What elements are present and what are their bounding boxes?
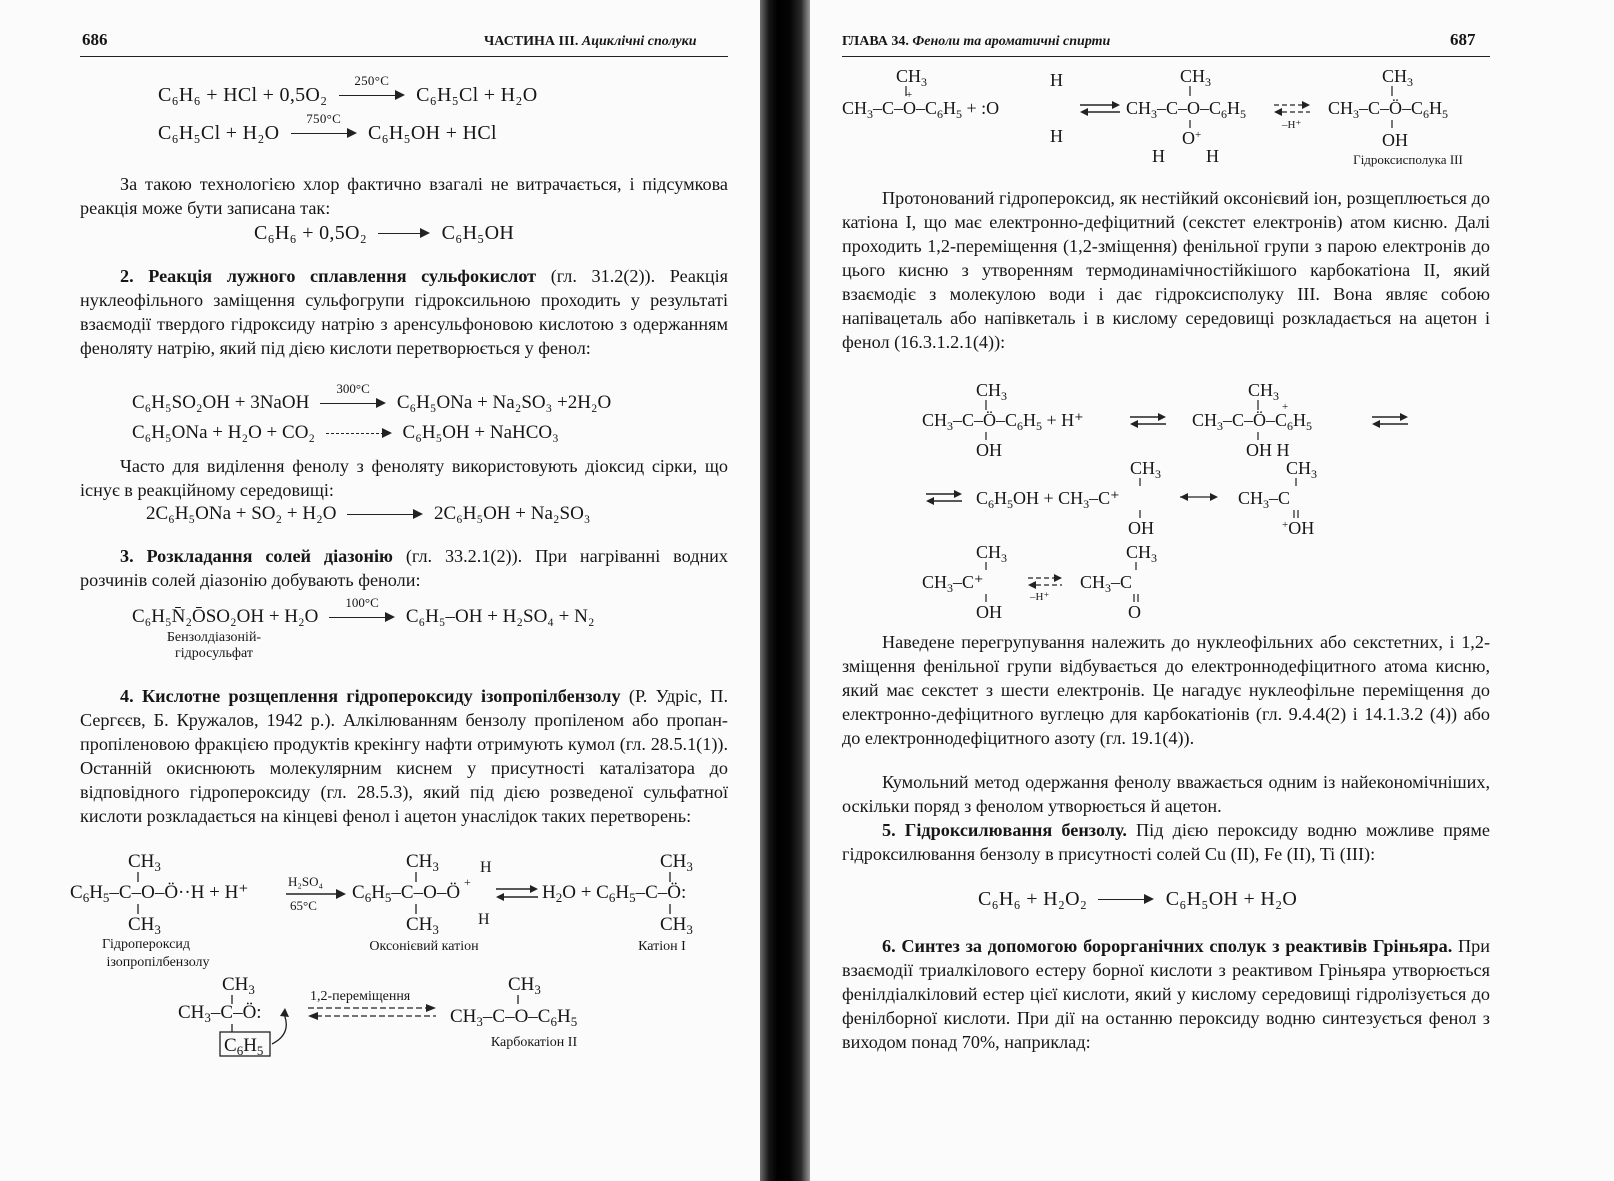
svg-text:H: H [1050,70,1063,90]
caption-line: Бензолдіазоній- [166,630,262,645]
section-3-title: 3. Розкладання солей діазонію [120,546,393,566]
svg-text:CH3: $CH_3$ [896,66,928,89]
eq1-rhs: C₆H₅Cl + H₂O [416,84,538,106]
equation-overall [254,222,514,245]
svg-text:CH3: $CH_3$ [222,974,255,997]
svg-text:CH3: $CH_3$ [1248,380,1280,403]
eq5-lhs: C₆H₅ONa + H₂O + CO₂ [132,422,316,443]
svg-text:H: H [1152,146,1165,166]
svg-text:CH3: $CH_3$ [976,542,1008,565]
caption-line: гідросульфат [175,646,253,661]
svg-text:C6H5OH + CH3–C⁺: $C_6H_5OH + CH_3-C^+$ [976,488,1120,511]
caption-cation-1: Катіон I [638,939,686,954]
svg-text:+OH: +OH [1282,518,1315,538]
svg-text:C6H5: $C_6H_5$ [224,1035,264,1058]
svg-text:CH3: $CH_3$ [976,380,1008,403]
section-6 [842,934,1490,1054]
svg-text:+: + [906,89,913,101]
section-3-text: (гл. 33.2.1(2)). При нагріванні водних розчинів солей діазонію добувають феноли: [80,546,729,590]
svg-text:H2O + C6H5–C–Ö:: $H_2O$ + $C_6H_5-C-Ö$: [542,882,687,905]
section-6-title: 6. Синтез за допомогою борорганічних сполук з реактивів Гріньяра. [882,936,1453,956]
svg-text:CH3–C–Ö:: $CH_3-C-Ö$: [178,1002,262,1025]
section-4-title: 4. Кислотне розщеплення гідропероксиду ізопропілбензолу [120,686,621,706]
svg-text:H: H [1206,146,1219,166]
eq4-lhs: C₆H₅SO₂OH + 3NaOH [132,392,310,413]
svg-text:CH3: $CH_3$ [660,851,693,874]
equation-alkali-fusion [132,380,612,414]
left-header-title: Ациклічні сполуки [581,34,697,49]
left-header-part: ЧАСТИНА III. [484,34,579,49]
section-4 [80,684,728,828]
svg-text:OH: OH [1382,130,1408,150]
svg-text:C6H5–C–O–Ö: $C_6H_5-C-O-Ö$ [352,882,461,905]
svg-text:CH3: $CH_3$ [128,914,161,937]
decomposition-scheme [920,378,1440,628]
scheme-condition-bottom: 65°C [290,898,317,913]
svg-text:OH: OH [976,440,1002,460]
eq7-condition: 100°C [345,594,379,610]
svg-text:OH: OH [976,602,1002,622]
section-3 [80,544,728,592]
scheme-migration-label: 1,2-переміщення [310,989,411,1004]
caption-hydroxy-3: Гідроксисполука III [1353,152,1463,167]
svg-text:CH3: $CH_3$ [406,914,439,937]
right-page [810,0,1614,1181]
reaction-arrow [1098,893,1154,907]
caption-carbocation-2: Карбокатіон II [490,1035,578,1050]
svg-text:OH H: OH H [1246,440,1290,460]
svg-text:CH3: $CH_3$ [1130,458,1162,481]
eq2-rhs: C₆H₅OH + HCl [368,122,497,144]
eq8-rhs: C₆H₅OH + H₂O [1165,888,1298,910]
svg-text:CH3: $CH_3$ [660,914,693,937]
cumene-rearrangement-scheme [64,848,736,1058]
eq1-condition: 250°C [354,73,390,89]
equation-hydroxylation [978,888,1297,911]
reaction-arrow [326,427,392,441]
eq4-rhs: C₆H₅ONa + Na₂SO₃ +2H₂O [396,392,612,413]
caption-benzenediazonium [148,630,280,662]
right-header-title: Феноли та ароматичні спирти [912,34,1111,49]
eq2-condition: 750°C [306,111,342,127]
right-header-rule [842,56,1490,57]
reaction-arrow [291,111,357,141]
svg-text:H: H [480,859,492,876]
paragraph-cumene: Кумольний метод одержання фенолу вважається одним із найекономічніших, оскільки поряд з фенолом утворюється й ацетон. [842,772,1490,816]
right-running-header [842,34,1110,50]
left-running-header [484,34,697,50]
right-header-chapter: ГЛАВА 34. [842,34,909,49]
eq3-lhs: C₆H₆ + 0,5O₂ [254,222,368,244]
svg-text:CH3: $CH_3$ [1180,66,1212,89]
svg-text:CH3: $CH_3$ [508,974,541,997]
left-page [0,0,760,1181]
svg-text:CH3–C–Ö–C6H5: $CH_3-C-Ö-C_6H_5$ [1192,410,1313,433]
eq8-lhs: C₆H₆ + H₂O₂ [978,888,1088,910]
section-2 [80,264,728,360]
svg-text:CH3–C–O–C6H5: $CH_3-C-O-C_6H_5$ [450,1006,578,1029]
svg-text:+: + [1282,401,1289,413]
svg-text:CH3–C: $CH_3-C$ [1238,488,1291,511]
svg-text:H: H [478,911,490,928]
equation-sulfite [146,503,590,525]
left-header-rule [80,56,728,57]
svg-text:O+: O+ [1182,128,1202,148]
svg-text:CH3–C: $CH_3-C$ [1080,572,1133,595]
svg-text:CH3–C–O–C6H5 + :O: $CH_3-C-O-C_6H_5$ + :O [842,98,1000,121]
svg-text:CH3: $CH_3$ [1286,458,1318,481]
reaction-arrow [347,508,423,522]
paragraph-so2: Часто для виділення фенолу з феноляту використовують діоксид сірки, що існує в реакційному середовищі: [80,456,728,500]
svg-text:CH3: $CH_3$ [406,851,439,874]
svg-text:CH3–C–Ö–C6H5 + H⁺: $CH_3-C-Ö-C_6H_5 + H^+$ [922,410,1084,433]
eq5-rhs: C₆H₅OH + NaHCO₃ [402,422,559,443]
eq6-rhs: 2C₆H₅OH + Na₂SO₃ [433,503,591,524]
section-4-text: (Р. Удріс, П. Сергєєв, Б. Кружалов, 1942 р.). Алкілюванням бензолу пропіленом або пропан-пропіленовою фракцією продуктів крекінгу нафти отримують кумол (гл. 28.5.1(1)). Останній окиснюють молекулярним киснем у присутності каталізатора до відповідного гідропероксиду (гл. 28.5.3), який під дією розведеної сульфатної кислоти розкладається на кінцеві фенол і ацетон унаслідок таких перетворень: [80,686,728,826]
equation-carbonation [132,422,559,444]
paragraph-rearrangement: Наведене перегрупування належить до нуклеофільних або секстетних, і 1,2-зміщення фенільної групи відбувається до електроннодефіцитного атома кисню, який має секстет з шести електронів. Це нагадує нуклеофільне переміщення до електронно-дефіцитного вуглецю для карбокатіонів (гл. 9.4.4(2) і 14.1.3.2 (4)) або до електроннодефіцитного азоту (гл. 19.1(4)). [842,632,1490,748]
svg-text:OH: OH [1128,518,1154,538]
paragraph-chlorine: За такою технологією хлор фактично взагалі не витрачається, і підсумкова реакція може бути записана так: [80,174,728,218]
svg-text:CH3: $CH_3$ [128,851,161,874]
equation-chlorination [158,73,538,107]
svg-text:H: H [1050,126,1063,146]
book-spine [760,0,810,1181]
section-2-title: 2. Реакція лужного сплавлення сульфокислот [120,266,537,286]
eq7-lhs: C₆H₅N̄₂ŌSO₂OH + H₂O [132,606,319,627]
eq6-lhs: 2C₆H₅ONa + SO₂ + H₂O [146,503,337,524]
reaction-arrow [378,227,430,241]
caption-hydroperoxide-line1: Гідропероксид [101,937,191,952]
reaction-arrow [320,380,386,411]
right-page-number: 687 [1450,30,1476,49]
eq2-lhs: C₆H₅Cl + H₂O [158,122,280,144]
svg-text:CH3: $CH_3$ [1126,542,1158,565]
section-5 [842,818,1490,866]
section-5-text: Під дією пероксиду водню можливе пряме гідроксилювання бензолу в присутності солей Cu (II), Fe (II), Ti (III): [842,820,1490,864]
section-6-text: При взаємодії триалкілового естеру борної кислоти з реактивом Гріньяра утворюється фенілдіалкіловий естер цієї кислоти, який у кислому середовищі гідролізується до фенілборної кислоти. При дії на останню пероксиду водню синтезується фенол з виходом понад 70%, наприклад: [842,936,1490,1052]
equation-diazonium [132,594,595,628]
svg-text:CH3–C–Ö–C6H5: $CH_3-C-Ö-C_6H_5$ [1328,98,1449,121]
section-5-title: 5. Гідроксилювання бензолу. [882,820,1127,840]
scheme-condition-top: H₂SO₄ [288,874,324,889]
svg-text:O: O [1128,602,1141,622]
eq1-lhs: C₆H₆ + HCl + 0,5O₂ [158,84,328,106]
left-page-number: 686 [82,30,108,49]
svg-text:CH3: $CH_3$ [1382,66,1414,89]
eq3-rhs: C₆H₅OH [441,222,515,244]
eq7-rhs: C₆H₅–OH + H₂SO₄ + N₂ [405,606,595,627]
svg-text:–H⁺: –H⁺ [1282,119,1302,131]
section-2-text: (гл. 31.2(2)). Реакція нуклеофільного заміщення сульфогрупи гідроксильною проходить у результаті взаємодії твердого гідроксиду натрію з аренсульфоновою кислотою з одержанням феноляту натрію, який під дією кислоти перетворюється у фенол: [80,266,728,358]
svg-text:CH3–C–O–C6H5: $CH_3-C-O-C_6H_5$ [1126,98,1247,121]
paragraph-protonated: Протонований гідропероксид, як нестійкий оксонієвий іон, розщеплюється до катіона I, що має електронно-дефіцитний (секстет електронів) атом кисню. Далі проходить 1,2-переміщення (1,2-зміщення) фенільної групи з парою електронів до цього кисню з утворенням термодинамічностійкішого карбокатіона II, який взаємодіє з молекулою води і дає гідроксисполуку III. Вона являє собою напівацеталь або напівкеталь і в кислому середовищі розкладається на ацетон і фенол (16.3.1.2.1(4)): [842,188,1490,352]
eq4-condition: 300°C [336,380,370,396]
equation-hydrolysis [158,111,497,145]
svg-text:C6H5–C–O–Ö··H + H⁺: $C_6H_5-C-O-Ö\cdot\cdot H + H^+$ [70,882,249,905]
hydration-scheme [840,64,1500,174]
caption-hydroperoxide-line2: ізопропілбензолу [106,955,210,970]
svg-text:CH3–C⁺: $CH_3-C^+$ [922,572,984,595]
svg-text:+: + [464,875,471,889]
svg-text:–H⁺: –H⁺ [1030,591,1050,603]
reaction-arrow [329,594,395,625]
reaction-arrow [339,73,405,103]
caption-oxonium: Оксонієвий катіон [369,939,479,954]
